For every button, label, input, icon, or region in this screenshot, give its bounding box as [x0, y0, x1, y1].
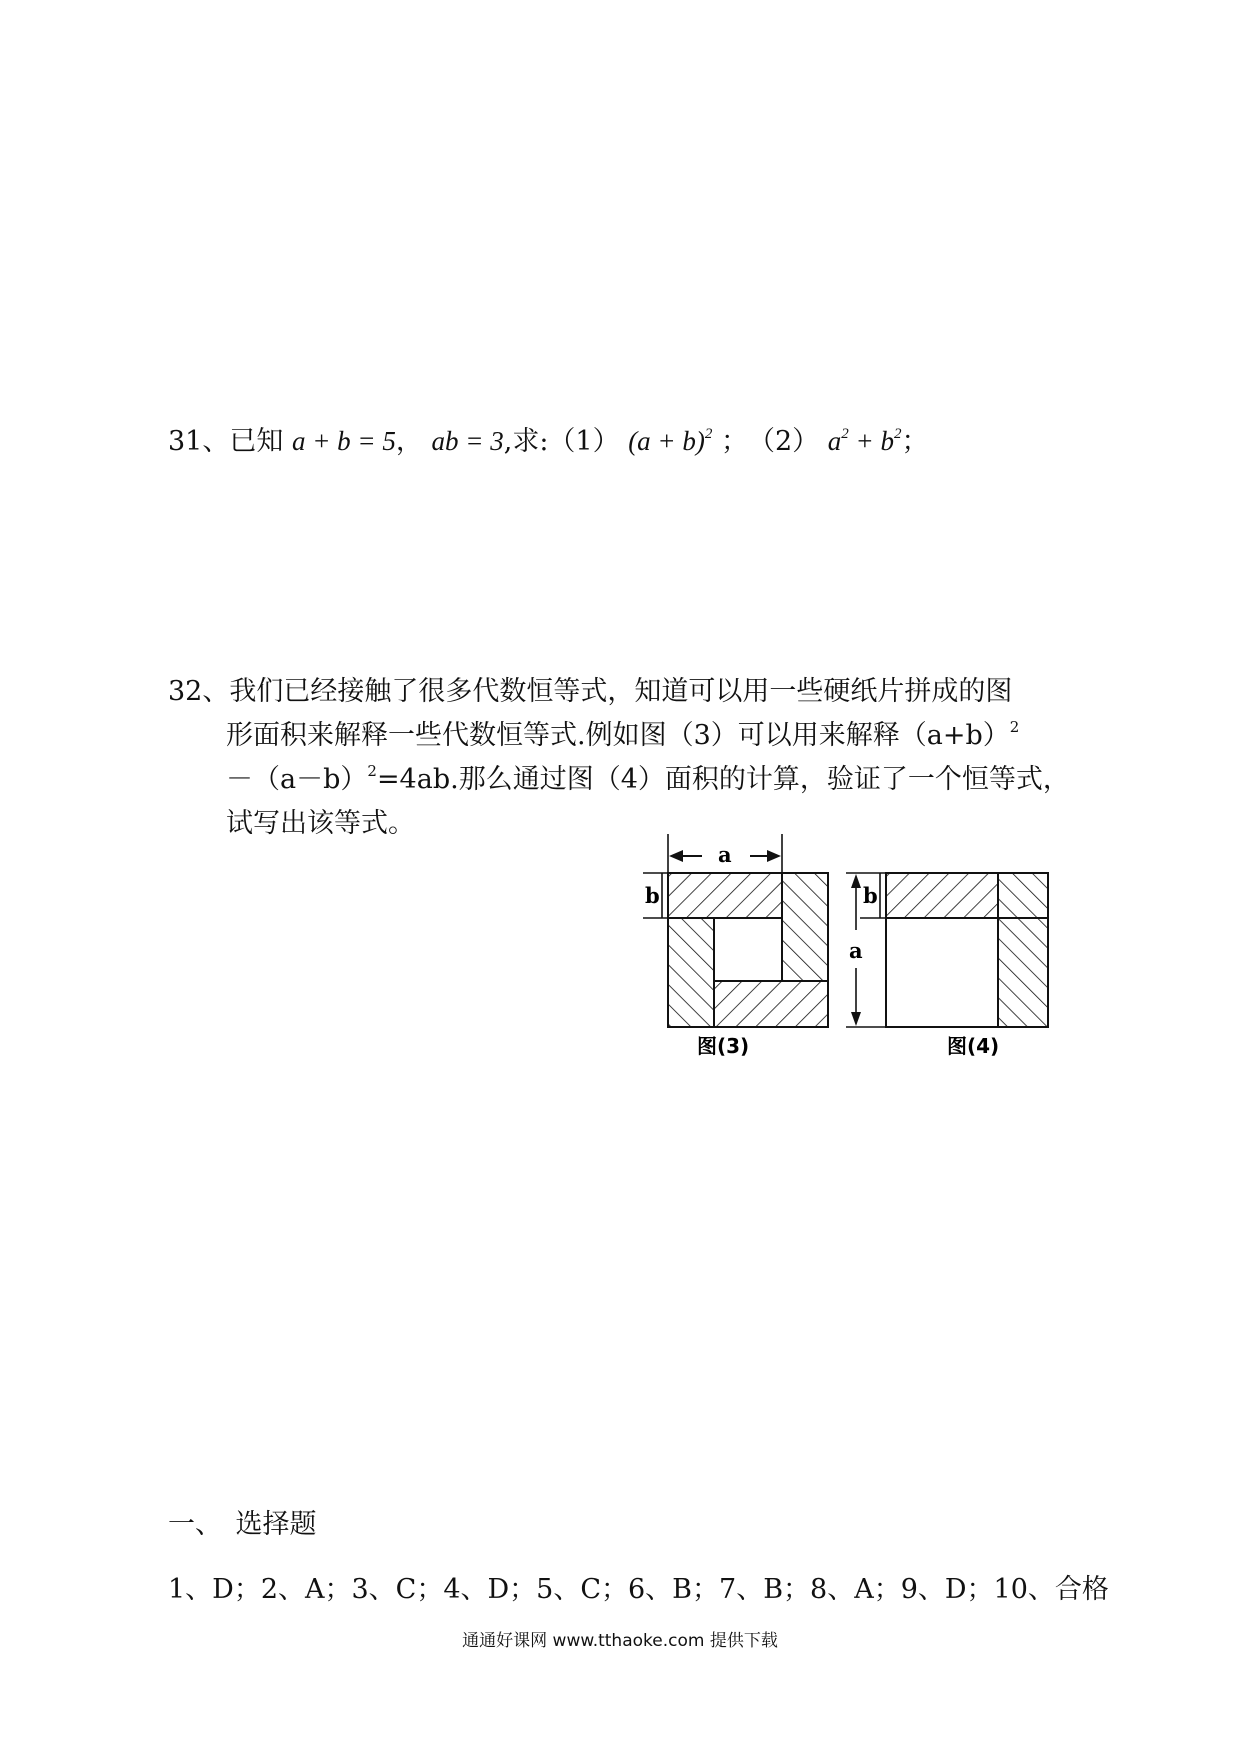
exponent: 2: [841, 426, 849, 442]
hatched-rect-top: [886, 873, 998, 918]
exponent: 2: [367, 762, 377, 780]
exponent: 2: [1009, 718, 1020, 736]
page-footer: 通通好课网 www.tthaoke.com 提供下载: [462, 1631, 778, 1651]
answer-text: 1、D；2、A；3、C；4、D；5、C；6、B；7、B；8、A；9、D；10、合格: [168, 1574, 1109, 1605]
dimension-label-b: b: [645, 883, 660, 908]
question-text: ； （2）: [720, 426, 820, 457]
hatched-rect-right: [998, 918, 1048, 1027]
hatched-rect-top: [668, 873, 782, 918]
figure-4: [846, 873, 1048, 1058]
dimension-label-b: b: [863, 883, 878, 908]
question-text: ；: [901, 426, 929, 457]
question-text: 我们已经接触了很多代数恒等式，知道可以用一些硬纸片拼成的图: [229, 676, 1013, 707]
hatched-rect-bottom: [714, 981, 828, 1027]
section-heading-text: 一、 选择题: [168, 1509, 317, 1540]
expression-term: + b: [848, 426, 894, 456]
equation-product: ab = 3: [431, 426, 504, 456]
figure-3-caption: 图(3): [697, 1034, 750, 1058]
question-text: =4ab.那么通过图（4）面积的计算，验证了一个恒等式，: [376, 764, 1070, 795]
question-text: 试写出该等式。: [226, 808, 415, 839]
question-text: 已知: [229, 426, 284, 457]
expression-base: (a + b): [628, 426, 705, 456]
question-number: 31、: [168, 426, 230, 457]
exponent: 2: [704, 426, 713, 442]
hatched-rect-corner: [998, 873, 1048, 918]
section-heading: [168, 1505, 317, 1545]
question-text: ，: [395, 426, 423, 457]
center-square: [714, 918, 782, 981]
equation-sum: a + b = 5: [291, 426, 396, 456]
question-number: 32、: [168, 676, 230, 707]
answer-line: [168, 1570, 1109, 1610]
figure-3: [643, 834, 828, 1058]
exponent: 2: [894, 426, 902, 442]
expression-term: a: [827, 426, 842, 456]
question-text: ,求:（1）: [503, 426, 620, 457]
dimension-label-a: a: [849, 938, 863, 963]
hatched-rect-left: [668, 918, 714, 1027]
hatched-rect-right: [782, 873, 828, 981]
dimension-label-a: a: [718, 842, 732, 867]
question-text: 形面积来解释一些代数恒等式.例如图（3）可以用来解释（a+b）: [226, 720, 1010, 751]
question-text: －（a－b）: [226, 764, 368, 795]
figure-4-caption: 图(4): [947, 1034, 1000, 1058]
